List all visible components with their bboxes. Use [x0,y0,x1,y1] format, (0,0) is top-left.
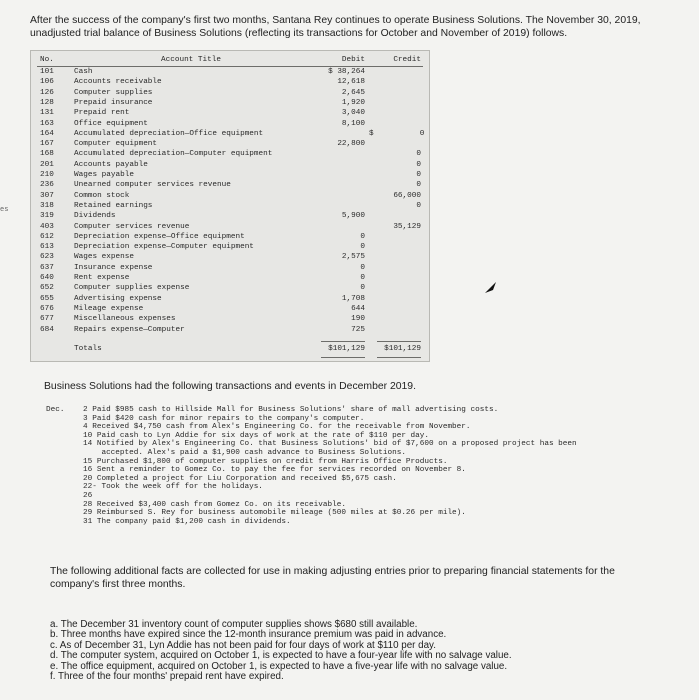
row-debit: 0 [360,232,365,241]
header-rule [37,66,423,67]
table-row [31,161,429,171]
row-account-no: 318 [40,201,54,210]
table-row [31,120,429,130]
row-account-title: Prepaid rent [74,109,130,118]
transactions-list [83,406,683,526]
row-account-no: 655 [40,294,54,303]
row-account-no: 126 [40,88,54,97]
row-account-no: 307 [40,191,54,200]
row-credit: 0 [416,201,421,210]
row-account-no: 163 [40,119,54,128]
trial-balance-table [30,50,430,362]
row-account-title: Common stock [74,191,130,200]
row-account-title: Prepaid insurance [74,98,153,107]
row-account-title: Dividends [74,212,116,221]
fact-item: e. The office equipment, acquired on October 1, is expected to have a five-year life with no salvage value. [50,660,508,672]
table-row [31,192,429,202]
row-credit: 0 [416,160,421,169]
row-account-title: Accounts payable [74,160,148,169]
facts-list [50,620,650,682]
transaction-line: accepted. Alex's paid a $1,900 cash advance to Business Solutions. [83,448,406,457]
table-row [31,223,429,233]
table-row [31,274,429,284]
credit-double-rule [377,357,421,358]
row-credit: 66,000 [393,191,421,200]
row-account-title: Computer equipment [74,140,158,149]
transaction-line: 10 Paid cash to Lyn Addie for six days of work at the rate of $110 per day. [83,431,429,440]
row-debit: 0 [360,263,365,272]
fact-item: a. The December 31 inventory count of computer supplies shows $680 still available. [50,619,418,630]
row-account-no: 640 [40,274,54,282]
table-row [31,171,429,181]
table-row [31,233,429,243]
debit-total-rule [321,341,365,342]
month-label: Dec. [46,406,65,414]
row-account-no: 677 [40,315,54,324]
row-account-title: Computer supplies expense [74,284,190,293]
row-debit: 0 [360,284,365,293]
row-account-no: 201 [40,160,54,169]
row-account-no: 210 [40,171,54,179]
row-account-title: Retained earnings [74,201,153,210]
table-row [31,264,429,274]
transaction-line: 2 Paid $985 cash to Hillside Mall for Business Solutions' share of mall advertising costs. [83,406,499,414]
row-debit: 644 [351,304,365,313]
row-credit: 0 [416,150,421,159]
fact-item: f. Three of the four months' prepaid rent have expired. [50,671,284,683]
row-debit: 8,100 [341,119,365,128]
row-credit: 0 [416,181,421,190]
row-account-no: 167 [40,140,54,149]
table-row [31,295,429,305]
row-debit: 2,575 [341,253,365,262]
row-account-no: 403 [40,222,54,231]
section-title: Business Solutions had the following transactions and events in December 2019. [44,381,416,392]
row-account-title: Insurance expense [74,263,153,272]
table-row [31,130,429,140]
intro-paragraph: After the success of the company's first two months, Santana Rey continues to operate Business Solutions. The November 30, 2019, unadjusted trial balance of Business Solutions (reflecting its transactions for October and November of 2019) follows. [30,15,641,39]
transaction-line: 22- Took the week off for the holidays. [83,483,263,492]
side-fragment: es [0,206,9,214]
row-account-title: Depreciation expense—Computer equipment [74,243,254,252]
row-debit: 1,708 [341,294,365,303]
row-account-no: 637 [40,263,54,272]
row-account-no: 168 [40,150,54,159]
row-account-no: 652 [40,284,54,293]
row-account-title: Rent expense [74,274,130,282]
row-debit: $ 38,264 [328,68,365,76]
row-credit: $ 0 [369,129,425,138]
table-row [31,284,429,294]
fact-item: b. Three months have expired since the 12-month insurance premium was paid in advance. [50,629,447,641]
row-account-title: Miscellaneous expenses [74,315,176,324]
row-debit: 0 [360,274,365,282]
table-row [31,181,429,191]
transaction-line: 31 The company paid $1,200 cash in dividends. [83,517,291,526]
transaction-line: 4 Received $4,750 cash from Alex's Engineering Co. for the receivable from November. [83,423,471,432]
table-row [31,253,429,263]
transaction-line: 3 Paid $420 cash for minor repairs to the company's computer. [83,414,365,423]
transaction-line: 26 [83,491,93,500]
row-account-title: Repairs expense—Computer [74,325,185,334]
row-debit: 3,040 [341,109,365,118]
row-account-title: Accumulated depreciation—Office equipment [74,129,264,138]
header-credit: Credit [393,56,421,64]
table-row [31,68,429,78]
totals-credit: $101,129 [384,345,421,353]
row-account-title: Cash [74,68,93,76]
table-row [31,305,429,315]
fact-item: d. The computer system, acquired on October 1, is expected to have a four-year life with no salvage value. [50,650,512,662]
row-account-no: 236 [40,181,54,190]
row-account-no: 676 [40,304,54,313]
row-debit: 190 [351,315,365,324]
row-account-no: 106 [40,78,54,87]
row-account-title: Accounts receivable [74,78,162,87]
row-debit: 22,800 [337,140,365,149]
transaction-line: 14 Notified by Alex's Engineering Co. that Business Solutions' bid of $7,600 on a proposed project has been [83,440,577,449]
row-account-no: 131 [40,109,54,118]
row-account-no: 684 [40,325,54,334]
table-row [31,89,429,99]
row-account-title: Computer supplies [74,88,153,97]
row-account-title: Advertising expense [74,294,162,303]
row-credit: 35,129 [393,222,421,231]
row-account-no: 623 [40,253,54,262]
table-row [31,78,429,88]
fact-item: c. As of December 31, Lyn Addie has not been paid for four days of work at $110 per day. [50,639,436,651]
totals-row [31,345,429,355]
header-account-title: Account Title [161,56,221,64]
row-account-title: Accumulated depreciation—Computer equipment [74,150,273,159]
table-row [31,212,429,222]
transaction-line: 28 Received $3,400 cash from Gomez Co. on its receivable. [83,500,346,509]
additional-facts-intro: The following additional facts are collected for use in making adjusting entries prior to preparing financial statements for the company's first three months. [50,566,615,590]
header-debit: Debit [341,56,365,64]
row-account-title: Mileage expense [74,304,144,313]
row-account-title: Unearned computer services revenue [74,181,231,190]
row-account-no: 128 [40,98,54,107]
transaction-line: 15 Purchased $1,800 of computer supplies on credit from Harris Office Products. [83,457,448,466]
transaction-line: 16 Sent a reminder to Gomez Co. to pay the fee for services recorded on November 8. [83,466,466,475]
transaction-line: 29 Reimbursed S. Rey for business automobile mileage (500 miles at $0.26 per mile). [83,509,466,518]
row-account-title: Depreciation expense—Office equipment [74,232,245,241]
totals-label: Totals [74,345,102,353]
transaction-line: 20 Completed a project for Liu Corporation and received $5,675 cash. [83,474,397,483]
table-row [31,202,429,212]
totals-debit: $101,129 [328,345,365,353]
row-account-no: 612 [40,232,54,241]
row-debit: 12,618 [337,78,365,87]
row-account-title: Wages payable [74,171,134,179]
row-account-no: 164 [40,129,54,138]
credit-total-rule [377,341,421,342]
cursor-arrow-icon [484,281,498,295]
row-debit: 5,900 [341,212,365,221]
row-account-no: 319 [40,212,54,221]
table-row [31,315,429,325]
row-debit: 2,645 [341,88,365,97]
row-account-title: Wages expense [74,253,134,262]
row-account-title: Computer services revenue [74,222,190,231]
row-account-no: 101 [40,68,54,76]
row-credit: 0 [416,171,421,179]
row-account-no: 613 [40,243,54,252]
table-row [31,150,429,160]
table-row [31,109,429,119]
table-row [31,140,429,150]
debit-double-rule [321,357,365,358]
row-debit: 1,920 [341,98,365,107]
table-row [31,99,429,109]
row-debit: 0 [360,243,365,252]
table-row [31,243,429,253]
row-account-title: Office equipment [74,119,148,128]
row-debit: 725 [351,325,365,334]
table-row [31,326,429,336]
header-no: No. [40,56,54,64]
